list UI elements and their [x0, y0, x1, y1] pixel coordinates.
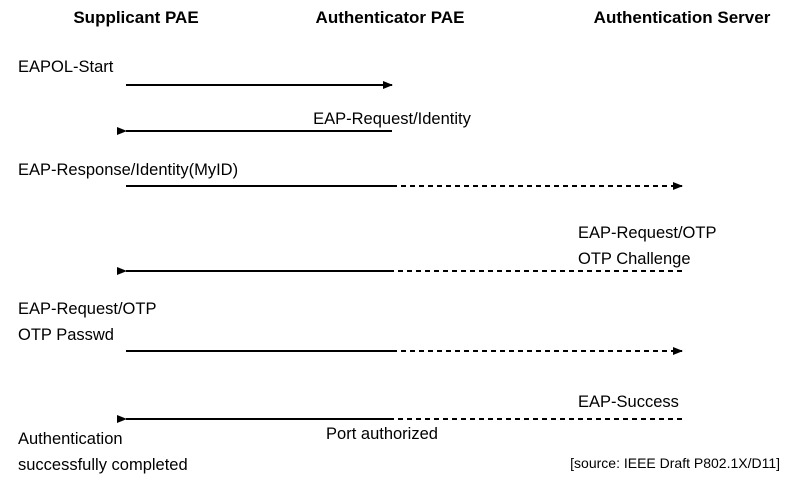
- message-label-eap-request-otp-challenge: EAP-Request/OTP: [578, 224, 717, 242]
- message-label-eap-response-identity: EAP-Response/Identity(MyID): [18, 161, 239, 179]
- message-label-eapol-start: EAPOL-Start: [18, 58, 114, 76]
- result-text-line1: Authentication: [18, 430, 123, 448]
- message-label-eap-request-identity: EAP-Request/Identity: [313, 110, 471, 128]
- result-text-line2: successfully completed: [18, 456, 188, 474]
- source-note: [source: IEEE Draft P802.1X/D11]: [570, 455, 780, 471]
- column-title-authentication-server: Authentication Server: [593, 8, 771, 27]
- message-label-eap-success: EAP-Success: [578, 393, 679, 411]
- message-label-eap-request-otp-passwd: EAP-Request/OTP: [18, 300, 157, 318]
- message-label-otp-challenge: OTP Challenge: [578, 250, 691, 268]
- column-title-authenticator: Authenticator PAE: [315, 8, 465, 27]
- message-label-port-authorized: Port authorized: [326, 425, 438, 443]
- column-title-supplicant: Supplicant PAE: [73, 8, 199, 27]
- message-label-otp-passwd: OTP Passwd: [18, 326, 114, 344]
